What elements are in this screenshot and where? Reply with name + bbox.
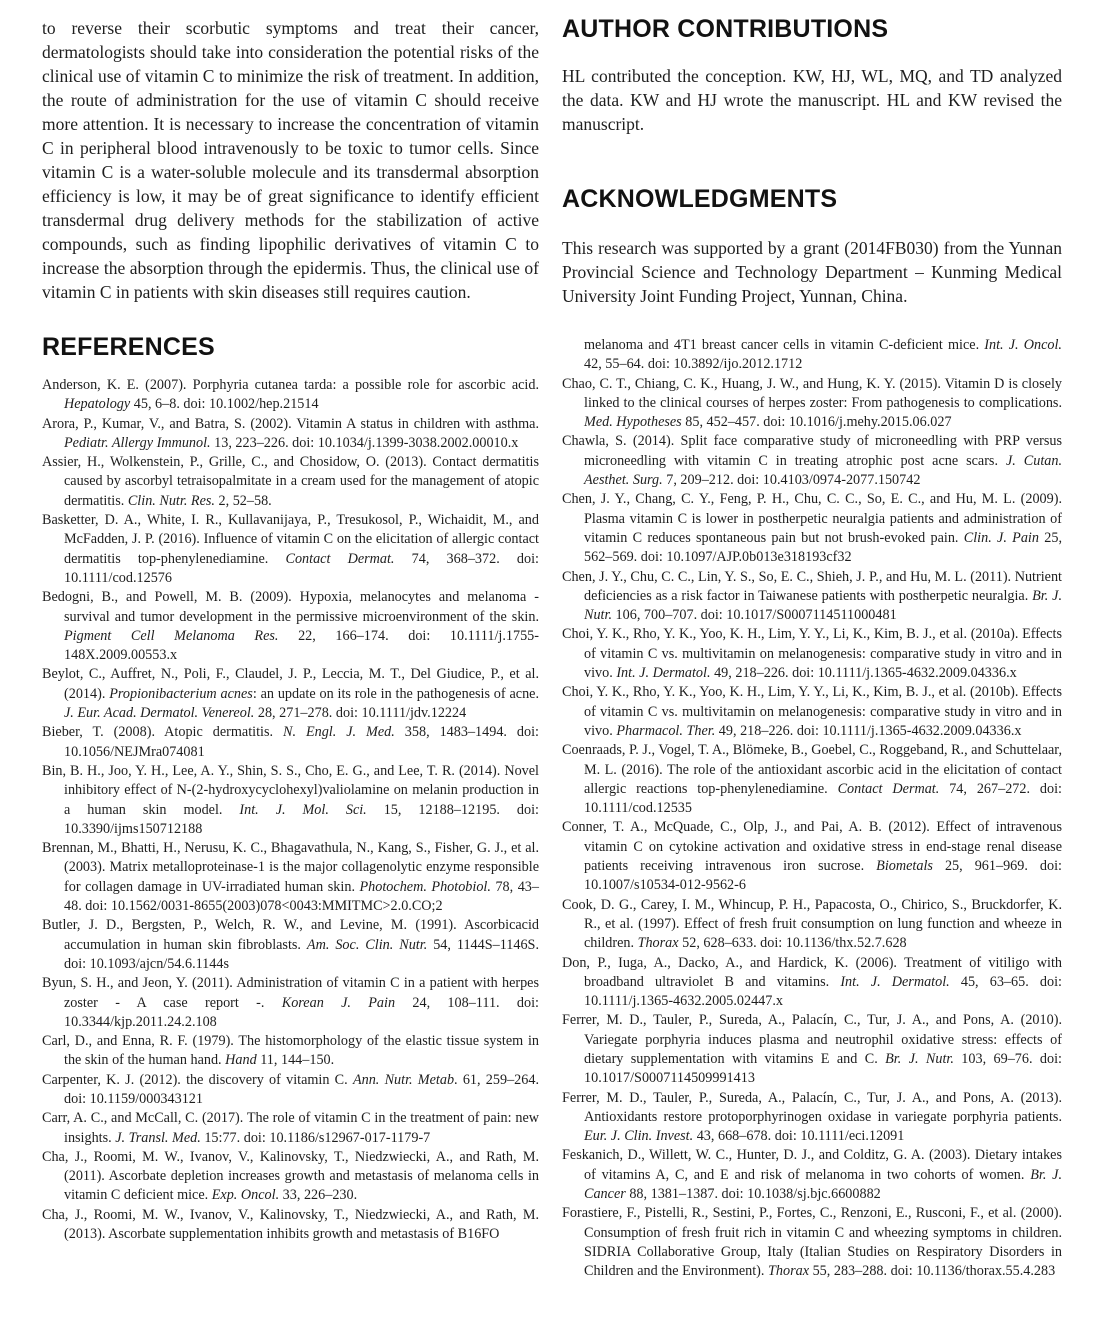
reference-text: Choi, Y. K., Rho, Y. K., Yoo, K. H., Lim, Y. Y., Li, K., Kim, B. J., et al. (2010a). Effects of vitamin C vs. multivitamin on melanogenesis: comparative study in vitro and in vivo.	[562, 626, 1062, 682]
reference-text: melanoma and 4T1 breast cancer cells in vitamin C-deficient mice.	[584, 337, 985, 353]
reference-text: 45, 63–65. doi: 10.1111/j.1365-4632.2005.02447.x	[584, 973, 1062, 1010]
reference-text: Feskanich, D., Willett, W. C., Hunter, D. J., and Colditz, G. A. (2003). Dietary intakes of vitamins A, C, and E and risk of melanoma in two cohorts of women.	[562, 1147, 1062, 1183]
reference-entry	[42, 415, 539, 454]
reference-entry	[42, 1071, 539, 1110]
reference-text: 2, 52–58.	[214, 492, 272, 509]
reference-entry	[562, 625, 1062, 683]
reference-text: 15, 12188–12195. doi: 10.3390/ijms150712188	[64, 801, 539, 837]
reference-entry	[42, 916, 539, 974]
reference-text: 74, 368–372. doi: 10.1111/cod.12576	[64, 550, 540, 586]
reference-text: 358, 1483–1494. doi: 10.1056/NEJMra074081	[64, 724, 539, 760]
reference-text: Chawla, S. (2014). Split face comparative study of microneedling with PRP versus microneedling with vitamin C in treating atrophic post acne scars.	[562, 433, 1062, 469]
reference-text: 106, 700–707. doi: 10.1017/S0007114511000481	[612, 607, 897, 624]
reference-text: 24, 108–111. doi: 10.3344/kjp.2011.24.2.108	[64, 994, 539, 1030]
reference-text: 74, 267–272. doi: 10.1111/cod.12535	[584, 780, 1062, 817]
reference-text: Forastiere, F., Pistelli, R., Sestini, P., Fortes, C., Renzoni, E., Rusconi, F., et al. (2000). Consumption of fresh fruit rich in vitamin C and wheezing symptoms in children. SIDRIA Collaborative Group, Italy (Italian Studies on Respiratory Disorders in Children and the Environment).	[562, 1205, 1062, 1280]
journal-name: Clin. Nutr. Res.	[127, 492, 215, 509]
reference-text: Conner, T. A., McQuade, C., Olp, J., and Pai, A. B. (2012). Effect of intravenous vitamin C on cytokine activation and oxidative stress in end-stage renal disease patients receiving intravenous iron sucrose.	[562, 819, 1062, 875]
reference-text: 85, 452–457. doi: 10.1016/j.mehy.2015.06.027	[681, 414, 952, 431]
journal-name: Propionibacterium acnes	[109, 685, 253, 702]
reference-entry	[42, 1032, 539, 1071]
reference-entry	[562, 818, 1062, 895]
intro-paragraph: to reverse their scorbutic symptoms and treat their cancer, dermatologists should take into consideration the potential risks of the clinical use of vitamin C to minimize the risk of treatment. In addition, the route of administration for the use of vitamin C should receive more attention. It is necessary to increase the concentration of vitamin C in peripheral blood intravenously to be toxic to tumor cells. Since vitamin C is a water-soluble molecule and its transdermal absorption efficiency is low, it may be of great significance to identify efficient transdermal drug delivery methods for the stabilization of active compounds, such as finding lipophilic derivatives of vitamin C to increase the absorption through the epidermis. Thus, the clinical use of vitamin C in patients with skin diseases still requires caution.	[42, 18, 539, 302]
references-column-right	[562, 336, 1062, 1282]
reference-text: 15:77. doi: 10.1186/s12967-017-1179-7	[200, 1129, 431, 1146]
reference-text: Beylot, C., Auffret, N., Poli, F., Claudel, J. P., Leccia, M. T., Del Giudice, P., et al. (2014).	[42, 666, 539, 702]
author-contributions-heading: AUTHOR CONTRIBUTIONS	[562, 15, 889, 43]
reference-entry	[42, 723, 539, 762]
reference-text: 22, 166–174. doi: 10.1111/j.1755-148X.2009.00553.x	[64, 627, 539, 664]
reference-entry	[42, 974, 539, 1032]
reference-entry	[42, 665, 539, 723]
reference-text: 49, 218–226. doi: 10.1111/j.1365-4632.2009.04336.x	[710, 665, 1017, 682]
journal-name: J. Transl. Med.	[115, 1129, 201, 1146]
journal-name: Photochem. Photobiol.	[359, 878, 491, 895]
reference-text: Basketter, D. A., White, I. R., Kullavanijaya, P., Tresukosol, P., Wichaidit, M., and McFadden, J. P. (2016). Influence of vitamin C on the elicitation of allergic contact dermatitis top-phenylenediamine.	[42, 512, 539, 567]
journal-name: Int. J. Dermatol.	[840, 973, 950, 990]
reference-text: Chen, J. Y., Chang, C. Y., Feng, P. H., Chu, C. C., So, E. C., and Hu, M. L. (2009). Plasma vitamin C is lower in postherpetic neuralgia patients and administration of vitamin C reduces spontaneous pain but not brush-evoked pain.	[562, 491, 1062, 546]
reference-text: Cook, D. G., Carey, I. M., Whincup, P. H., Papacosta, O., Chirico, S., Bruckdorfer, K. R., et al. (1997). Effect of fresh fruit consumption on lung function and wheeze in children.	[562, 896, 1062, 952]
reference-text: Bin, B. H., Joo, Y. H., Lee, A. Y., Shin, S. S., Cho, E. G., and Lee, T. R. (2014). Novel inhibitory effect of N-(2-hydroxycyclohexyl)valiolamine on melanin production in a human skin model.	[42, 762, 539, 818]
left-column	[42, 16, 539, 1282]
journal-name: N. Engl. J. Med.	[282, 724, 395, 741]
reference-text: Byun, S. H., and Jeon, Y. (2011). Administration of vitamin C in a patient with herpes zoster - A case report -.	[42, 975, 539, 1011]
reference-entry	[562, 1011, 1062, 1088]
journal-name: Clin. J. Pain	[963, 529, 1039, 546]
reference-entry-continuation	[562, 336, 1062, 375]
reference-text: 88, 1381–1387. doi: 10.1038/sj.bjc.6600882	[625, 1186, 881, 1203]
journal-name: Ann. Nutr. Metab	[352, 1071, 455, 1088]
journal-name: Hand	[225, 1052, 257, 1069]
reference-text: Coenraads, P. J., Vogel, T. A., Blömeke, B., Goebel, C., Roggeband, R., and Schuttelaar, M. L. (2016). The role of the antioxidant ascorbic acid in the elicitation of contact allergic reactions top-phenylenediamine.	[562, 742, 1063, 797]
reference-text: Ferrer, M. D., Tauler, P., Sureda, A., Palacín, C., Tur, J. A., and Pons, A. (2010). Variegate porphyria induces plasma and neutrophil oxidative stress: effects of dietary supplementation with vitamins E and C.	[562, 1012, 1062, 1067]
reference-text: Cha, J., Roomi, M. W., Ivanov, V., Kalinovsky, T., Niedzwiecki, A., and Rath, M. (2013). Ascorbate supplementation inhibits growth and metastasis of B16FO	[42, 1206, 539, 1243]
journal-name: Contact Dermat.	[837, 780, 940, 797]
journal-name: J. Cutan. Aesthet. Surg.	[584, 452, 1063, 489]
reference-text: 103, 69–76. doi: 10.1017/S0007114509991413	[584, 1050, 1063, 1087]
reference-entry	[562, 1204, 1062, 1281]
right-column	[562, 16, 1062, 1282]
reference-text: 78, 43–48. doi: 10.1562/0031-8655(2003)078<0043:MMITMC>2.0.CO;2	[64, 878, 539, 915]
reference-entry	[42, 839, 539, 916]
reference-entry	[42, 376, 539, 415]
journal-name: Am. Soc. Clin. Nutr.	[306, 936, 428, 953]
journal-name: Pharmacol. Ther.	[616, 722, 716, 739]
acknowledgments-body: This research was supported by a grant (2014FB030) from the Yunnan Provincial Science and Technology Department – Kunming Medical University Joint Funding Project, Yunnan, China.	[562, 238, 1062, 306]
reference-text: Assier, H., Wolkenstein, P., Grille, C., and Chosidow, O. (2013). Contact dermatitis caused by ascorbyl tetraisopalmitate in a cream used for the management of atopic dermatitis.	[42, 454, 539, 509]
reference-text: Chao, C. T., Chiang, C. K., Huang, J. W., and Hung, K. Y. (2015). Vitamin D is closely linked to the clinical courses of herpes zoster: From pathogenesis to complications.	[562, 375, 1062, 411]
reference-text: Anderson, K. E. (2007). Porphyria cutanea tarda: a possible role for ascorbic acid.	[42, 377, 539, 393]
reference-text: Chen, J. Y., Chu, C. C., Lin, Y. S., So, E. C., Shieh, J. P., and Hu, M. L. (2011). Nutrient deficiencies as a risk factor in Taiwanese patients with postherpetic neuralgia.	[562, 568, 1062, 604]
journal-name: Korean J. Pain	[281, 994, 396, 1011]
reference-text: Butler, J. D., Bergsten, P., Welch, R. W., and Levine, M. (1991). Ascorbicacid accumulation in human skin fibroblasts.	[42, 917, 539, 953]
reference-text: Arora, P., Kumar, V., and Batra, S. (2002). Vitamin A status in children with asthma.	[42, 415, 539, 432]
journal-name: Biometals	[876, 858, 933, 875]
journal-name: Pigment Cell Melanoma Res.	[64, 627, 279, 644]
reference-text: Carr, A. C., and McCall, C. (2017). The role of vitamin C in the treatment of pain: new insights.	[42, 1110, 539, 1146]
reference-text: 54, 1144S–1146S. doi: 10.1093/ajcn/54.6.1144s	[64, 936, 539, 972]
reference-entry	[42, 453, 539, 511]
journal-name: Br. J. Cancer	[584, 1166, 1062, 1203]
reference-text: 11, 144–150.	[256, 1052, 335, 1069]
journal-name: J. Eur. Acad. Dermatol. Venereol.	[64, 705, 255, 722]
reference-entry	[42, 1148, 539, 1206]
journal-name: Br. J. Nutr.	[885, 1050, 954, 1067]
references-column-left	[42, 376, 539, 1244]
author-contributions-body: HL contributed the conception. KW, HJ, WL, MQ, and TD analyzed the data. KW and HJ wrote the manuscript. HL and KW revised the manuscript.	[562, 66, 1062, 134]
reference-text: Carl, D., and Enna, R. F. (1979). The histomorphology of the elastic tissue system in the skin of the human hand.	[42, 1033, 539, 1069]
reference-entry	[562, 568, 1062, 626]
reference-entry	[42, 1109, 539, 1148]
reference-entry	[42, 588, 539, 665]
reference-text: Don, P., Iuga, A., Dacko, A., and Hardick, K. (2006). Treatment of vitiligo with broadband ultraviolet B and vitamins.	[562, 954, 1062, 990]
two-column-layout	[42, 16, 1062, 1282]
journal-name: Hepatology	[64, 396, 131, 413]
journal-name: Pediatr. Allergy Immunol.	[64, 434, 211, 451]
journal-name: Thorax	[768, 1263, 810, 1280]
reference-entry	[562, 1089, 1062, 1147]
journal-name: Eur. J. Clin. Invest.	[584, 1128, 694, 1145]
reference-text: 43, 668–678. doi: 10.1111/eci.12091	[693, 1128, 905, 1145]
reference-text: Carpenter, K. J. (2012). the discovery of vitamin C.	[42, 1071, 353, 1088]
acknowledgments-heading: ACKNOWLEDGMENTS	[562, 185, 838, 213]
reference-text: 42, 55–64. doi: 10.3892/ijo.2012.1712	[584, 356, 803, 373]
reference-entry	[562, 1146, 1062, 1204]
reference-text: 33, 226–230.	[279, 1187, 358, 1204]
reference-text: Bedogni, B., and Powell, M. B. (2009). Hypoxia, melanocytes and melanoma - survival and tumor development in the permissive microenvironment of the skin.	[42, 589, 539, 625]
reference-text: Cha, J., Roomi, M. W., Ivanov, V., Kalinovsky, T., Niedzwiecki, A., and Rath, M. (2011). Ascorbate depletion increases growth and metastasis of melanoma cells in vitamin C deficient mice.	[42, 1148, 539, 1204]
journal-name: Br. J. Nutr.	[584, 587, 1062, 624]
reference-entry	[562, 954, 1062, 1012]
journal-name: Int. J. Oncol.	[984, 337, 1062, 353]
reference-text: 52, 628–633. doi: 10.1136/thx.52.7.628	[678, 935, 907, 952]
reference-entry	[562, 375, 1062, 433]
reference-entry	[562, 490, 1062, 567]
reference-entry	[562, 896, 1062, 954]
reference-entry	[42, 511, 539, 588]
journal-name: Exp. Oncol.	[211, 1187, 280, 1204]
reference-text: 7, 209–212. doi: 10.4103/0974-2077.150742	[662, 472, 921, 489]
reference-text: . 61, 259–264. doi: 10.1159/000343121	[64, 1071, 540, 1107]
reference-text: Choi, Y. K., Rho, Y. K., Yoo, K. H., Lim, Y. Y., Li, K., Kim, B. J., et al. (2010b). Effects of vitamin C vs. multivitamin on melanogenesis: comparative study in vitro and in vivo.	[562, 684, 1062, 739]
reference-entry	[42, 1206, 539, 1245]
reference-text: 25, 562–569. doi: 10.1097/AJP.0b013e318193cf32	[584, 529, 1063, 566]
reference-text: 45, 6–8. doi: 10.1002/hep.21514	[130, 396, 319, 413]
reference-entry	[562, 741, 1062, 818]
reference-entry	[42, 762, 539, 839]
reference-entry	[562, 683, 1062, 741]
reference-text: Brennan, M., Bhatti, H., Nerusu, K. C., Bhagavathula, N., Kang, S., Fisher, G. J., et al. (2003). Matrix metalloproteinase-1 is the major collagenolytic enzyme responsible for collagen damage in UV-irradiated human skin.	[42, 840, 539, 895]
reference-text: 25, 961–969. doi: 10.1007/s10534-012-9562-6	[584, 858, 1062, 894]
reference-text: 49, 218–226. doi: 10.1111/j.1365-4632.2009.04336.x	[715, 722, 1022, 739]
journal-name: Thorax	[637, 935, 679, 952]
reference-text: 28, 271–278. doi: 10.1111/jdv.12224	[254, 705, 467, 722]
reference-text: Bieber, T. (2008). Atopic dermatitis.	[42, 724, 283, 741]
reference-text: : an update on its role in the pathogenesis of acne.	[252, 685, 540, 702]
journal-name: Int. J. Dermatol.	[616, 665, 711, 682]
reference-text: Ferrer, M. D., Tauler, P., Sureda, A., Palacín, C., Tur, J. A., and Pons, A. (2013). Antioxidants restore protoporphyrinogen oxidase in variegate porphyria patients.	[562, 1089, 1062, 1125]
references-heading: REFERENCES	[42, 333, 215, 361]
reference-text: 13, 223–226. doi: 10.1034/j.1399-3038.2002.00010.x	[210, 434, 519, 451]
journal-name: Int. J. Mol. Sci.	[239, 801, 367, 818]
journal-name: Contact Dermat.	[285, 550, 395, 567]
reference-text: 55, 283–288. doi: 10.1136/thorax.55.4.283	[809, 1263, 1056, 1280]
reference-entry	[562, 432, 1062, 490]
journal-name: Med. Hypotheses	[584, 414, 682, 431]
